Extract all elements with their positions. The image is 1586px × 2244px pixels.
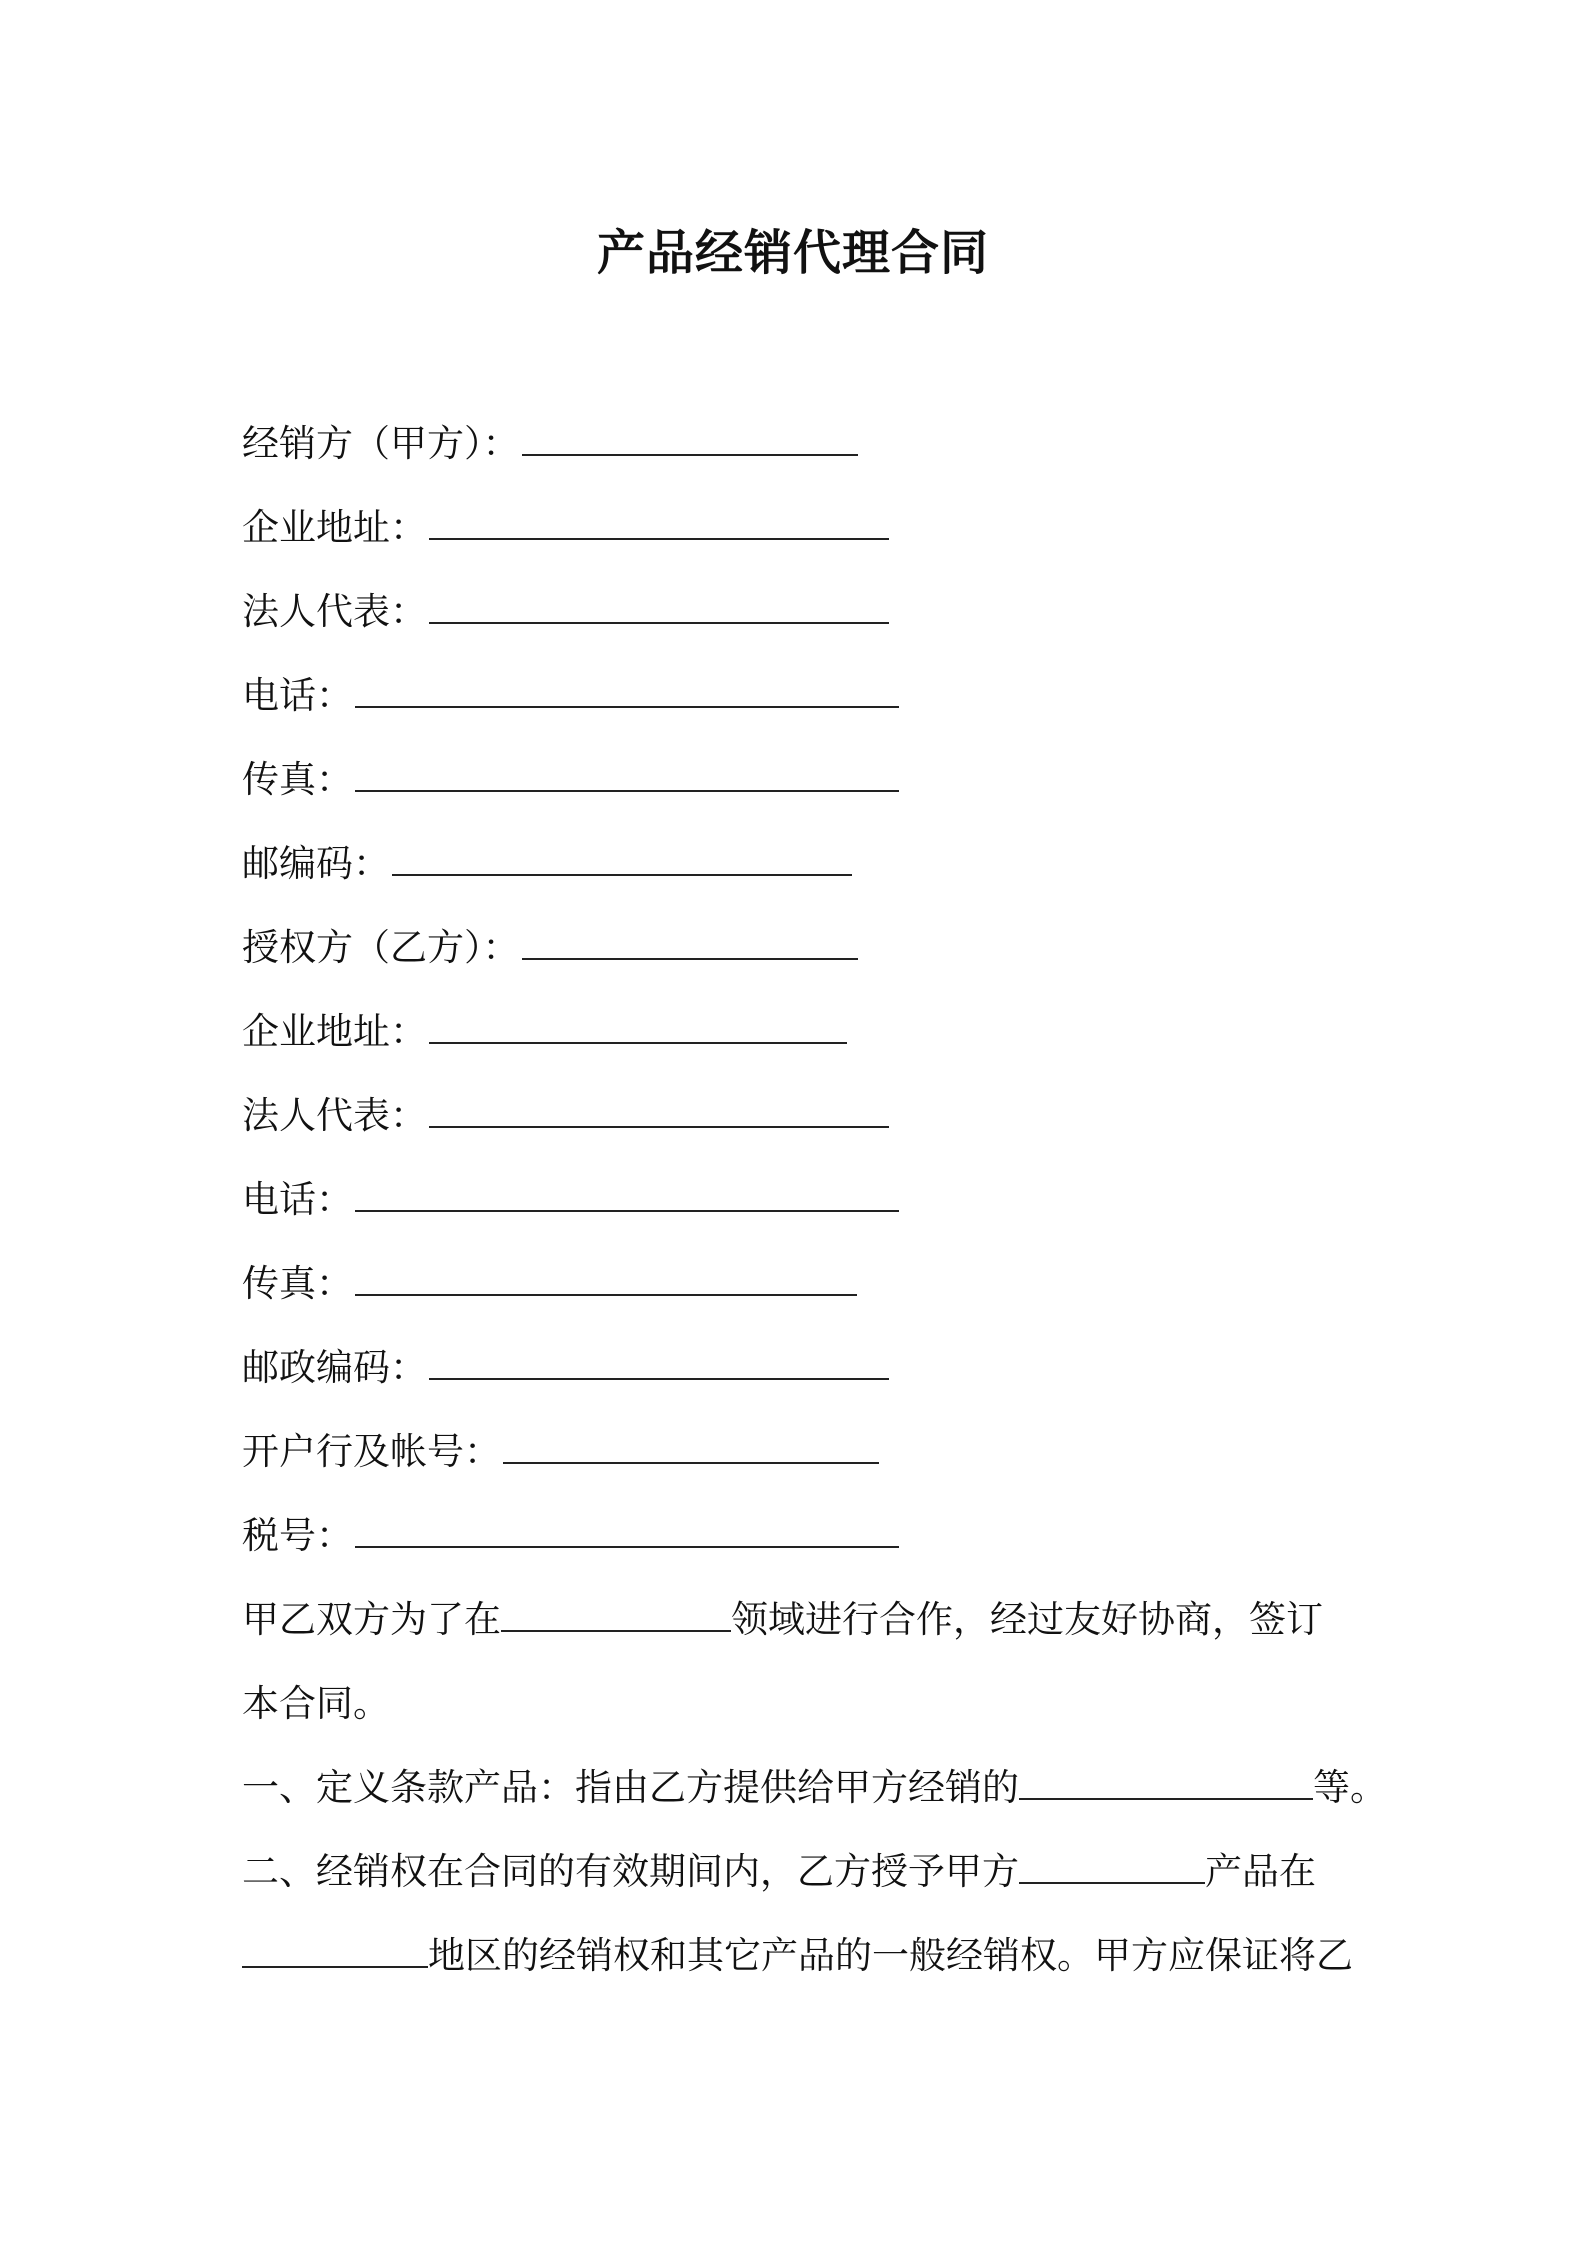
party-b-postcode-label: 邮政编码：: [242, 1346, 427, 1389]
clause-2-field-product[interactable]: [1019, 1852, 1205, 1884]
party-a-name-row: [242, 402, 1372, 486]
preamble-field-domain[interactable]: [501, 1600, 731, 1632]
party-b-phone-row: [242, 1158, 1372, 1242]
document-title: 产品经销代理合同: [596, 225, 989, 281]
party-b-fax-label: 传真：: [242, 1262, 353, 1305]
party-b-name-label: 授权方（乙方）：: [242, 926, 520, 969]
clause-2-text-3: 地区的经销权和其它产品的一般经销权。甲方应保证将乙: [428, 1934, 1353, 1977]
clause-1-text-1: 一、定义条款产品：指由乙方提供给甲方经销的: [242, 1766, 1019, 1809]
clause-1-text-2: 等。: [1313, 1766, 1387, 1809]
party-a-phone-field[interactable]: [355, 676, 899, 708]
preamble-text-1: 甲乙双方为了在: [242, 1598, 501, 1641]
party-b-address-label: 企业地址：: [242, 1010, 427, 1053]
contract-body: [242, 402, 1387, 1998]
party-a-legal-rep-row: [242, 570, 1372, 654]
clause-2-line-1: [242, 1830, 1372, 1914]
clause-2-text-1: 二、经销权在合同的有效期间内，乙方授予甲方: [242, 1850, 1019, 1893]
party-b-legal-rep-field[interactable]: [429, 1096, 889, 1128]
party-b-phone-field[interactable]: [355, 1180, 899, 1212]
party-b-fax-field[interactable]: [355, 1264, 857, 1296]
clause-2-field-region[interactable]: [242, 1936, 428, 1968]
party-a-postcode-field[interactable]: [392, 844, 852, 876]
party-a-postcode-label: 邮编码：: [242, 842, 390, 885]
party-b-tax-row: [242, 1494, 1372, 1578]
party-b-name-field[interactable]: [522, 928, 858, 960]
party-b-tax-label: 税号：: [242, 1514, 353, 1557]
party-b-bank-row: [242, 1410, 1372, 1494]
party-b-address-row: [242, 990, 1372, 1074]
party-b-postcode-row: [242, 1326, 1372, 1410]
party-b-bank-field[interactable]: [503, 1432, 879, 1464]
party-a-legal-rep-label: 法人代表：: [242, 590, 427, 633]
party-b-address-field[interactable]: [429, 1012, 847, 1044]
preamble-line-1: [242, 1578, 1372, 1662]
party-b-legal-rep-row: [242, 1074, 1372, 1158]
party-a-legal-rep-field[interactable]: [429, 592, 889, 624]
preamble-text-3: 本合同。: [242, 1682, 390, 1725]
party-a-address-label: 企业地址：: [242, 506, 427, 549]
party-b-name-row: [242, 906, 1372, 990]
preamble-text-2: 领域进行合作，经过友好协商，签订: [731, 1598, 1323, 1641]
clause-1-field-products[interactable]: [1019, 1768, 1313, 1800]
party-b-legal-rep-label: 法人代表：: [242, 1094, 427, 1137]
preamble-line-2: [242, 1662, 1372, 1746]
party-a-name-field[interactable]: [522, 424, 858, 456]
clause-2-line-2: [242, 1914, 1372, 1998]
party-a-fax-row: [242, 738, 1372, 822]
party-b-fax-row: [242, 1242, 1372, 1326]
party-a-fax-field[interactable]: [355, 760, 899, 792]
party-b-bank-label: 开户行及帐号：: [242, 1430, 501, 1473]
party-a-address-row: [242, 486, 1372, 570]
clause-1-line: [242, 1746, 1387, 1830]
party-b-phone-label: 电话：: [242, 1178, 353, 1221]
party-a-postcode-row: [242, 822, 1372, 906]
party-a-name-label: 经销方（甲方）：: [242, 422, 520, 465]
party-b-tax-field[interactable]: [355, 1516, 899, 1548]
party-b-postcode-field[interactable]: [429, 1348, 889, 1380]
party-a-phone-label: 电话：: [242, 674, 353, 717]
party-a-phone-row: [242, 654, 1372, 738]
party-a-address-field[interactable]: [429, 508, 889, 540]
party-a-fax-label: 传真：: [242, 758, 353, 801]
clause-2-text-2: 产品在: [1205, 1850, 1316, 1893]
